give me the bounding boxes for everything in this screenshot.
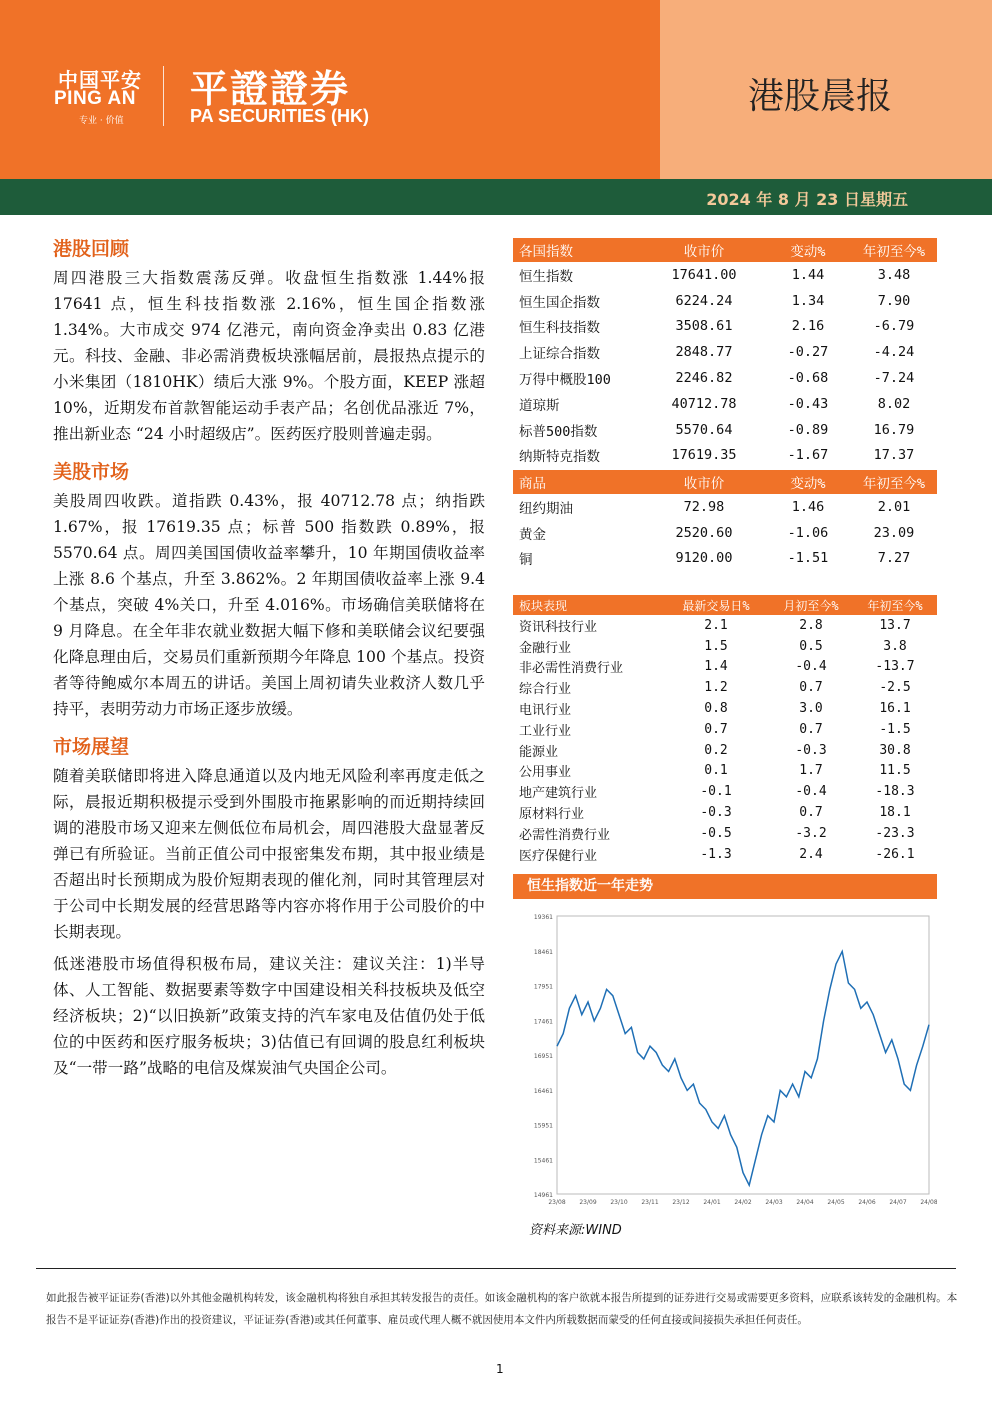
y-tick-label: 18461: [533, 948, 553, 956]
cell-value: 1.44: [791, 266, 825, 283]
x-tick-label: 23/09: [579, 1199, 597, 1206]
table-row: [513, 719, 937, 740]
cell-value: 23.09: [873, 524, 915, 541]
table-row: [513, 391, 937, 417]
cell-value: -1.67: [787, 447, 829, 464]
hsi-chart-svg: [521, 908, 937, 1216]
cell-value: 16.79: [873, 421, 915, 438]
hsi-chart: [521, 908, 937, 1216]
cell-value: -1.3: [700, 846, 732, 862]
cell-value: 11.5: [879, 763, 911, 779]
table-row: [513, 844, 937, 865]
table-row: [513, 314, 937, 340]
index-table-wrap: [513, 238, 937, 468]
row-label: 医疗保健行业: [519, 848, 598, 864]
column-header: 变动%: [765, 238, 851, 262]
cell-value: 2246.82: [675, 370, 733, 387]
cell-value: 6224.24: [675, 292, 733, 309]
chart-title: 恒生指数近一年走势: [513, 874, 937, 899]
row-label: 纳斯特克指数: [519, 449, 600, 466]
cell-value: -0.27: [787, 344, 829, 361]
cell-value: 9120.00: [675, 550, 733, 567]
table-row: [513, 339, 937, 365]
cell-value: 2.01: [877, 498, 911, 515]
footer-rule: [36, 1268, 956, 1269]
cell-value: -26.1: [875, 846, 915, 862]
row-label: 非必需性消费行业: [519, 661, 624, 677]
cell-value: 18.1: [879, 805, 911, 821]
cell-value: -0.4: [795, 659, 827, 675]
column-header: 最新交易日%: [663, 595, 769, 615]
table-row: [513, 417, 937, 443]
table-row: [513, 761, 937, 782]
cell-value: -0.68: [787, 370, 829, 387]
table-header-row: [513, 470, 937, 494]
cell-value: 0.7: [704, 721, 728, 737]
table-row: [513, 615, 937, 636]
report-date: 2024 年 8 月 23 日星期五: [706, 190, 908, 209]
row-label: 恒生科技指数: [519, 320, 600, 337]
column-header: 变动%: [765, 470, 851, 494]
row-label: 综合行业: [519, 682, 572, 698]
cell-value: 3.0: [799, 701, 823, 717]
date-bar: [0, 179, 992, 215]
row-label: 原材料行业: [519, 807, 585, 823]
logo-divider: [163, 66, 164, 126]
y-tick-label: 15461: [533, 1157, 553, 1165]
x-tick-label: 24/08: [920, 1199, 937, 1206]
pingan-logo-en: PING AN: [54, 88, 136, 109]
cell-value: 30.8: [879, 742, 911, 758]
cell-value: 2520.60: [675, 524, 733, 541]
row-label: 地产建筑行业: [519, 786, 598, 802]
table-header-row: [513, 595, 937, 615]
cell-value: -3.2: [795, 825, 827, 841]
cell-value: -1.06: [787, 524, 829, 541]
table-row: [513, 698, 937, 719]
x-tick-label: 24/05: [827, 1199, 845, 1206]
table-row: [513, 443, 937, 469]
cell-value: -1.5: [879, 721, 911, 737]
table-row: [513, 520, 937, 546]
y-tick-label: 17461: [533, 1018, 553, 1026]
table-row: [513, 677, 937, 698]
table-row: [513, 262, 937, 288]
securities-logo-cn: 平證證券: [190, 67, 351, 111]
x-tick-label: 24/01: [703, 1199, 721, 1206]
pingan-logo-cn: 中国平安: [58, 68, 142, 92]
table-header-row: [513, 238, 937, 262]
column-header: 板块表现: [513, 595, 663, 615]
cell-value: 5570.64: [675, 421, 733, 438]
y-tick-label: 14961: [533, 1192, 553, 1199]
cell-value: 1.4: [704, 659, 728, 675]
section-heading: 市场展望: [53, 736, 130, 758]
page-number: 1: [496, 1362, 504, 1376]
table-row: [513, 636, 937, 657]
cell-value: 8.02: [877, 395, 911, 412]
table-row: [513, 494, 937, 520]
cell-value: 0.5: [799, 638, 823, 654]
cell-value: 3.8: [883, 638, 907, 654]
cell-value: 0.7: [799, 721, 823, 737]
cell-value: -1.51: [787, 550, 829, 567]
cell-value: -18.3: [875, 784, 915, 800]
section-heading: 美股市场: [53, 461, 130, 483]
cell-value: 1.2: [704, 680, 728, 696]
plot-frame: [557, 916, 929, 1194]
securities-logo-en: PA SECURITIES (HK): [190, 106, 370, 126]
cell-value: 17619.35: [671, 447, 737, 464]
cell-value: -4.24: [873, 344, 915, 361]
cell-value: 3.48: [877, 266, 911, 283]
row-label: 标普500指数: [519, 423, 598, 440]
row-label: 电讯行业: [519, 703, 572, 719]
cell-value: -6.79: [873, 318, 915, 335]
commodity-table-wrap: [513, 470, 937, 571]
row-label: 公用事业: [519, 765, 572, 781]
x-tick-label: 24/04: [796, 1199, 814, 1206]
sector-table: [513, 595, 937, 865]
column-header: 年初至今%: [853, 595, 937, 615]
cell-value: -0.3: [700, 805, 732, 821]
report-title: 港股晨报: [748, 76, 893, 117]
section-heading: 港股回顾: [53, 238, 130, 260]
cell-value: 0.2: [704, 742, 728, 758]
cell-value: 0.7: [799, 805, 823, 821]
cell-value: 2.16: [791, 318, 825, 335]
cell-value: -0.89: [787, 421, 829, 438]
cell-value: -0.43: [787, 395, 829, 412]
column-header: 年初至今%: [851, 238, 937, 262]
y-tick-label: 19361: [533, 914, 553, 921]
cell-value: 16.1: [879, 701, 911, 717]
row-label: 恒生国企指数: [519, 294, 600, 311]
row-label: 上证综合指数: [519, 346, 600, 363]
table-row: [513, 657, 937, 678]
cell-value: 1.5: [704, 638, 728, 654]
row-label: 资讯科技行业: [519, 619, 598, 635]
x-tick-label: 24/06: [858, 1199, 876, 1206]
hsi-series-line: [557, 951, 929, 1185]
row-label: 铜: [519, 552, 533, 569]
cell-value: -7.24: [873, 370, 915, 387]
row-label: 黄金: [519, 526, 546, 543]
row-label: 金融行业: [519, 640, 572, 656]
index-table: [513, 238, 937, 468]
cell-value: 0.1: [704, 763, 728, 779]
cell-value: -13.7: [875, 659, 915, 675]
x-tick-label: 23/10: [610, 1199, 628, 1206]
cell-value: 7.27: [877, 550, 911, 567]
paragraph: 周四港股三大指数震荡反弹。收盘恒生指数涨 1.44%报 17641 点，恒生科技指数涨 2.16%，恒生国企指数涨 1.34%。大市成交 974 亿港元，南向资金净卖出 0.83 亿港元。科技、金融、非必需消费板块涨幅居前，晨报热点提示的小米集团（1810HK）绩后大涨 9%。个股方面，KEEP 涨超 10%，近期发布首款智能运动手表产品；名创优品涨近 7%，推出新业态 “24 小时超级店”。医药医疗股则普遍走弱。: [53, 269, 485, 443]
row-label: 恒生指数: [519, 268, 573, 285]
cell-value: 1.46: [791, 498, 825, 515]
cell-value: 2.8: [799, 617, 823, 633]
row-label: 必需性消费行业: [519, 827, 611, 843]
cell-value: 7.90: [877, 292, 911, 309]
y-tick-label: 15951: [533, 1122, 553, 1130]
paragraph: 随着美联储即将进入降息通道以及内地无风险利率再度走低之际，晨报近期积极提示受到外围股市拖累影响的而近期持续回调的港股市场又迎来左侧低位布局机会，周四港股大盘显著反弹已有所验证。当前正值公司中报密集发布期，其中报业绩是否超出时长预期成为股价短期表现的催化剂，同时其管理层对于公司中长期发展的经营思路等内容亦将作用于公司股价的中长期表现。: [53, 767, 485, 941]
cell-value: -2.5: [879, 680, 911, 696]
cell-value: 1.34: [791, 292, 825, 309]
cell-value: 2848.77: [675, 344, 733, 361]
row-label: 工业行业: [519, 723, 572, 739]
cell-value: 17641.00: [671, 266, 737, 283]
y-tick-label: 16461: [533, 1087, 553, 1095]
column-header: 商品: [513, 470, 643, 494]
x-tick-label: 23/12: [672, 1199, 690, 1206]
cell-value: 0.7: [799, 680, 823, 696]
cell-value: 2.1: [704, 617, 728, 633]
cell-value: 13.7: [879, 617, 911, 633]
disclaimer: 如此报告被平证证券(香港)以外其他金融机构转发，该金融机构将独自承担其转发报告的责任。如该金融机构的客户欲就本报告所提到的证券进行交易或需要更多资料，应联系该转发的金融机构。本报告不是平证证券(香港)作出的投资建议，平证证券(香港)或其任何董事、雇员或代理人概不就因使用本文件内所载数据而蒙受的任何直接或间接损失承担任何责任。: [46, 1292, 958, 1326]
cell-value: 72.98: [683, 498, 725, 515]
cell-value: -0.5: [700, 825, 732, 841]
column-header: 收市价: [643, 470, 765, 494]
x-tick-label: 23/11: [641, 1199, 659, 1206]
y-tick-label: 17951: [533, 983, 553, 991]
chart-source: 资料来源:WIND: [529, 1223, 622, 1238]
table-row: [513, 288, 937, 314]
cell-value: 0.8: [704, 701, 728, 717]
x-tick-label: 24/02: [734, 1199, 752, 1206]
x-tick-label: 24/03: [765, 1199, 783, 1206]
table-row: [513, 823, 937, 844]
cell-value: 3508.61: [675, 318, 733, 335]
y-tick-label: 16951: [533, 1053, 553, 1060]
cell-value: -0.4: [795, 784, 827, 800]
x-tick-label: 23/08: [548, 1199, 566, 1206]
pingan-slogan: 专业 · 价值: [79, 116, 124, 126]
table-row: [513, 546, 937, 572]
x-tick-label: 24/07: [889, 1199, 907, 1206]
column-header: 各国指数: [513, 238, 643, 262]
row-label: 道琼斯: [519, 397, 560, 414]
sector-table-wrap: [513, 595, 937, 865]
table-row: [513, 740, 937, 761]
cell-value: 2.4: [799, 846, 823, 862]
commentary-column: [53, 230, 485, 1081]
column-header: 收市价: [643, 238, 765, 262]
cell-value: 1.7: [799, 763, 823, 779]
paragraph: 低迷港股市场值得积极布局，建议关注：建议关注：1)半导体、人工智能、数据要素等数字中国建设相关科技板块及低空经济板块；2)“以旧换新”政策支持的汽车家电及估值仍处于低位的中医药和医疗服务板块；3)估值已有回调的股息红利板块及“一带一路”战略的电信及煤炭油气央国企公司。: [53, 955, 485, 1077]
table-row: [513, 365, 937, 391]
row-label: 能源业: [519, 744, 559, 760]
column-header: 月初至今%: [769, 595, 853, 615]
row-label: 万得中概股100: [519, 372, 611, 389]
commodity-table: [513, 470, 937, 571]
paragraph: 美股周四收跌。道指跌 0.43%，报 40712.78 点；纳指跌 1.67%，报 17619.35 点；标普 500 指数跌 0.89%，报 5570.64 点。周四美国国债收益率攀升，10 年期国债收益率上涨 8.6 个基点，升至 3.862%。2 年期国债收益率上涨 9.4 个基点，突破 4%关口，升至 4.016%。市场确信美联储将在 9 月降息。在全年非农就业数据大幅下修和美联储会议纪要强化降息理由后，交易员们重新预期今年降息 100 个基点。投资者等待鲍威尔本周五的讲话。美国上周初请失业救济人数几乎持平，表明劳动力市场正逐步放缓。: [53, 492, 485, 718]
cell-value: 40712.78: [671, 395, 737, 412]
cell-value: -23.3: [875, 825, 915, 841]
column-header: 年初至今%: [851, 470, 937, 494]
cell-value: -0.1: [700, 784, 732, 800]
cell-value: 17.37: [873, 447, 915, 464]
row-label: 纽约期油: [519, 500, 573, 517]
table-row: [513, 802, 937, 823]
cell-value: -0.3: [795, 742, 827, 758]
table-row: [513, 781, 937, 802]
